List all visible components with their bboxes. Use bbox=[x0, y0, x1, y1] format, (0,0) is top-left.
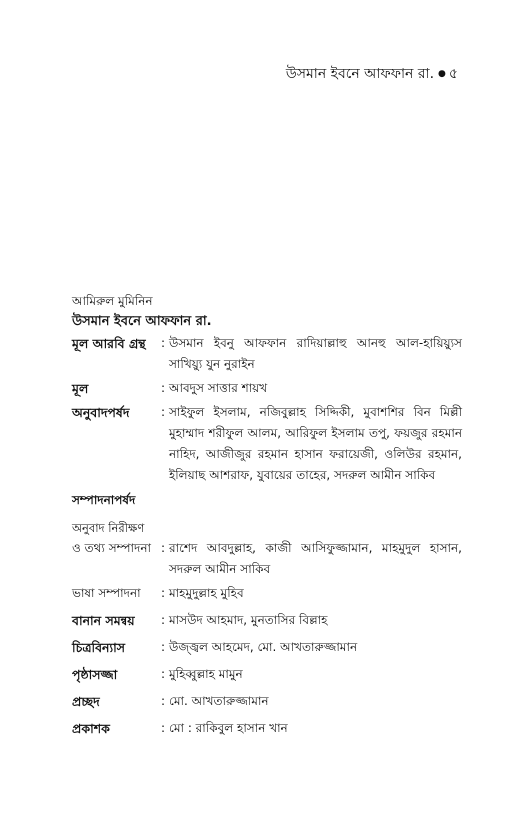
colon: : bbox=[161, 586, 166, 600]
translation-review-heading: অনুবাদ নিরীক্ষণ bbox=[72, 521, 145, 535]
credit-value: সাইফুল ইসলাম, নজিবুল্লাহ সিদ্দিকী, মুবাশশির বিন মিল্লী মুহাম্মাদ শরীফুল আলম, আরিফুল ইসলাম তপু, ফয়জুর রহমান নাহিদ, আজীজুর রহমান হাসান ফরায়েজী, ওলিউর রহমান, ইলিয়াছ আশরাফ, যুবায়ের তাহের, সদরুল আমীন সাকিব bbox=[169, 405, 462, 482]
page-number: ৫ bbox=[448, 66, 458, 82]
credit-label: মূল আরবি গ্রন্থ bbox=[72, 336, 146, 351]
series-name: আমিরুল মুমিনিন bbox=[72, 294, 153, 308]
credit-row-info-editing bbox=[72, 538, 462, 580]
colon: : bbox=[161, 613, 166, 627]
credit-row-spelling bbox=[72, 610, 462, 631]
credit-value: মাসউদ আহমাদ, মুনতাসির বিল্লাহ bbox=[169, 613, 328, 627]
credit-value: মো : রাকিবুল হাসান খান bbox=[169, 721, 288, 735]
credit-label: পৃষ্ঠাসজ্জা bbox=[72, 667, 118, 682]
credit-value: মাহমুদুল্লাহ মুহিব bbox=[169, 586, 244, 600]
editorial-board-heading: সম্পাদনাপর্ষদ bbox=[72, 493, 136, 507]
credits-block bbox=[72, 333, 462, 742]
credit-row-page-layout bbox=[72, 664, 462, 685]
credit-row-translation-board bbox=[72, 402, 462, 486]
credit-label: ভাষা সম্পাদনা bbox=[72, 586, 141, 600]
credit-value: মুহিব্বুল্লাহ মামুন bbox=[169, 667, 243, 681]
credit-label: প্রচ্ছদ bbox=[72, 694, 100, 709]
colon: : bbox=[161, 405, 166, 419]
credit-label: মূল bbox=[72, 381, 89, 396]
credit-label: প্রকাশক bbox=[72, 721, 110, 736]
book-title: উসমান ইবনে আফফান রা. bbox=[72, 314, 212, 329]
credit-value: মো. আখতারুজ্জামান bbox=[169, 694, 269, 708]
running-header bbox=[286, 62, 458, 86]
credit-row-author bbox=[72, 378, 462, 399]
colon: : bbox=[161, 640, 166, 654]
credit-row-original-arabic bbox=[72, 333, 462, 375]
credit-row-language-editing bbox=[72, 583, 462, 604]
credit-label: বানান সমন্বয় bbox=[72, 613, 135, 628]
bullet-dot-icon: ● bbox=[438, 69, 446, 79]
credit-value: উসমান ইবনু আফফান রাদিয়াল্লাহু আনহু আল-হায়িয়্যুস সাখিয়্যু যুন নুরাইন bbox=[169, 336, 462, 371]
colon: : bbox=[161, 721, 166, 735]
credit-label: ও তথ্য সম্পাদনা bbox=[72, 541, 151, 555]
colon: : bbox=[161, 381, 166, 395]
colon: : bbox=[161, 541, 166, 555]
colon: : bbox=[161, 667, 166, 681]
colon: : bbox=[161, 694, 166, 708]
running-title: উসমান ইবনে আফফান রা. bbox=[285, 66, 435, 82]
colon: : bbox=[161, 336, 166, 350]
credit-row-illustration bbox=[72, 637, 462, 658]
credit-value: উজ্জ্বল আহমেদ, মো. আখতারুজ্জামান bbox=[169, 640, 358, 654]
credit-label: চিত্রবিন্যাস bbox=[72, 640, 126, 655]
credit-value: রাশেদ আবদুল্লাহ, কাজী আসিফুজ্জামান, মাহমুদুল হাসান, সদরুল আমীন সাকিব bbox=[169, 541, 462, 576]
credit-row-cover bbox=[72, 691, 462, 712]
credit-value: আবদুস সাত্তার শায়খ bbox=[169, 381, 268, 395]
credit-row-publisher bbox=[72, 718, 462, 739]
credit-label: অনুবাদপর্ষদ bbox=[72, 405, 130, 420]
